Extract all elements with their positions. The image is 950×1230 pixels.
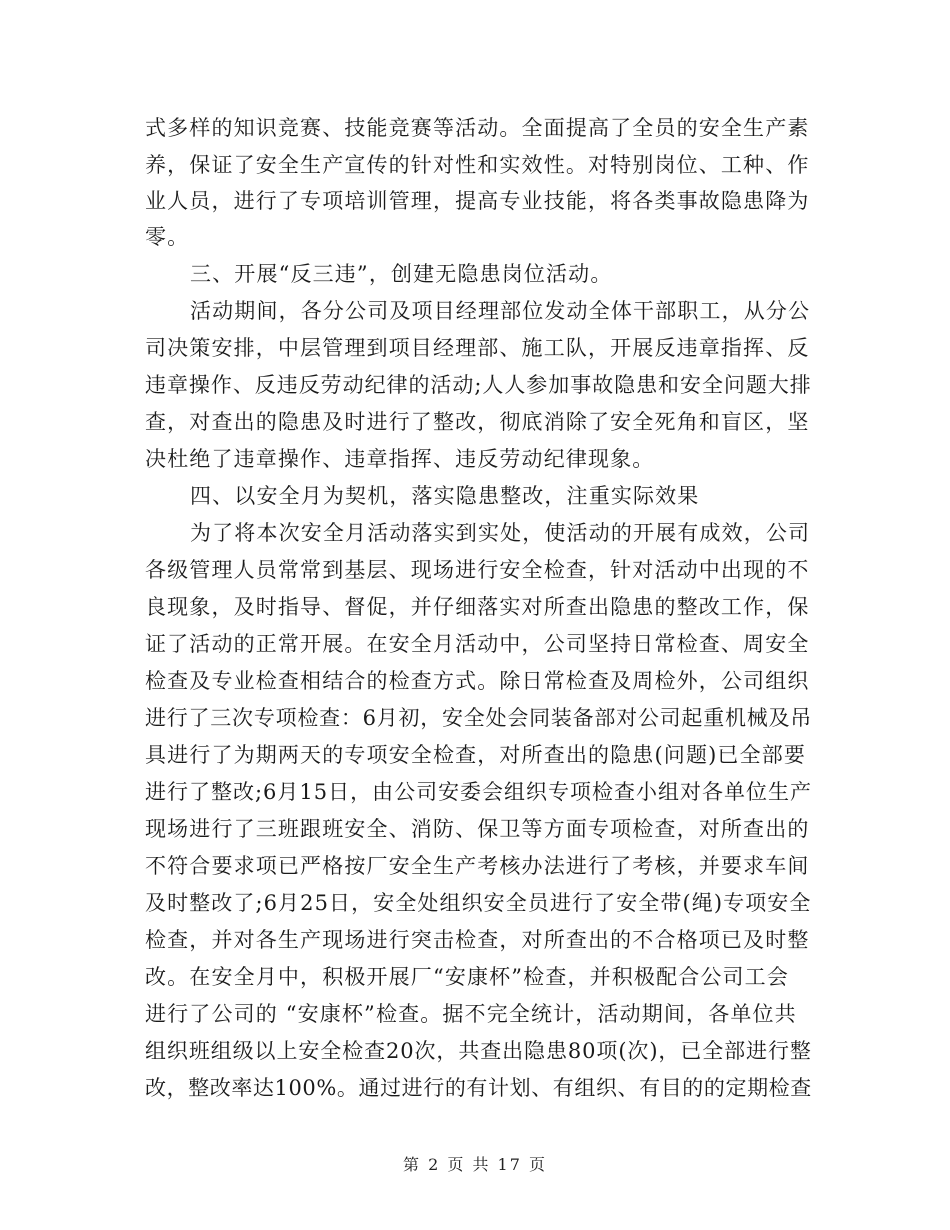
paragraph-line: 决杜绝了违章操作、违章指挥、违反劳动纪律现象。 xyxy=(145,447,655,471)
paragraph-line: 组织班组级以上安全检查20次，共查出隐患80项(次)，已全部进行整 xyxy=(145,1039,812,1063)
paragraph-line: 进行了整改;6月15日，由公司安委会组织专项检查小组对各单位生产 xyxy=(145,780,812,804)
paragraph-line: 司决策安排，中层管理到项目经理部、施工队，开展反违章指挥、反 xyxy=(145,336,810,360)
paragraph-line: 各级管理人员常常到基层、现场进行安全检查，针对活动中出现的不 xyxy=(145,558,810,582)
paragraph-line: 改，整改率达100%。通过进行的有计划、有组织、有目的的定期检查 xyxy=(145,1076,812,1100)
paragraph-line: 为了将本次安全月活动落实到实处，使活动的开展有成效，公司 xyxy=(190,521,811,545)
paragraph-line: 及时整改了;6月25日，安全处组织安全员进行了安全带(绳)专项安全 xyxy=(145,891,812,915)
paragraph-line: 改。在安全月中，积极开展厂“安康杯”检查，并积极配合公司工会 xyxy=(145,965,789,989)
paragraph-line: 不符合要求项已严格按厂安全生产考核办法进行了考核，并要求车间 xyxy=(145,854,810,878)
paragraph-line: 现场进行了三班跟班安全、消防、保卫等方面专项检查，对所查出的 xyxy=(145,817,810,841)
page-number-footer: 第 2 页 共 17 页 xyxy=(403,1155,547,1174)
paragraph-line: 零。 xyxy=(145,225,190,249)
section-heading: 三、开展“反三违”，创建无隐患岗位活动。 xyxy=(190,262,613,286)
paragraph-line: 进行了三次专项检查：6月初，安全处会同装备部对公司起重机械及吊 xyxy=(145,706,813,730)
paragraph-line: 养，保证了安全生产宣传的针对性和实效性。对特别岗位、工种、作 xyxy=(145,153,810,177)
paragraph-line: 式多样的知识竞赛、技能竞赛等活动。全面提高了全员的安全生产素 xyxy=(145,116,810,140)
paragraph-line: 进行了公司的 “安康杯”检查。据不完全统计，活动期间，各单位共 xyxy=(145,1002,797,1026)
paragraph-line: 业人员，进行了专项培训管理，提高专业技能，将各类事故隐患降为 xyxy=(145,189,810,213)
paragraph-line: 检查，并对各生产现场进行突击检查，对所查出的不合格项已及时整 xyxy=(145,928,810,952)
paragraph-line: 活动期间，各分公司及项目经理部位发动全体干部职工，从分公 xyxy=(190,299,811,323)
paragraph-line: 查，对查出的隐患及时进行了整改，彻底消除了安全死角和盲区，坚 xyxy=(145,410,810,434)
paragraph-line: 具进行了为期两天的专项安全检查，对所查出的隐患(问题)已全部要 xyxy=(145,743,807,767)
paragraph-line: 违章操作、反违反劳动纪律的活动;人人参加事故隐患和安全问题大排 xyxy=(145,373,812,397)
paragraph-line: 良现象，及时指导、督促，并仔细落实对所查出隐患的整改工作，保 xyxy=(145,595,810,619)
section-heading: 四、以安全月为契机，落实隐患整改，注重实际效果 xyxy=(190,484,700,508)
paragraph-line: 证了活动的正常开展。在安全月活动中，公司坚持日常检查、周安全 xyxy=(145,632,810,656)
paragraph-line: 检查及专业检查相结合的检查方式。除日常检查及周检外，公司组织 xyxy=(145,669,810,693)
